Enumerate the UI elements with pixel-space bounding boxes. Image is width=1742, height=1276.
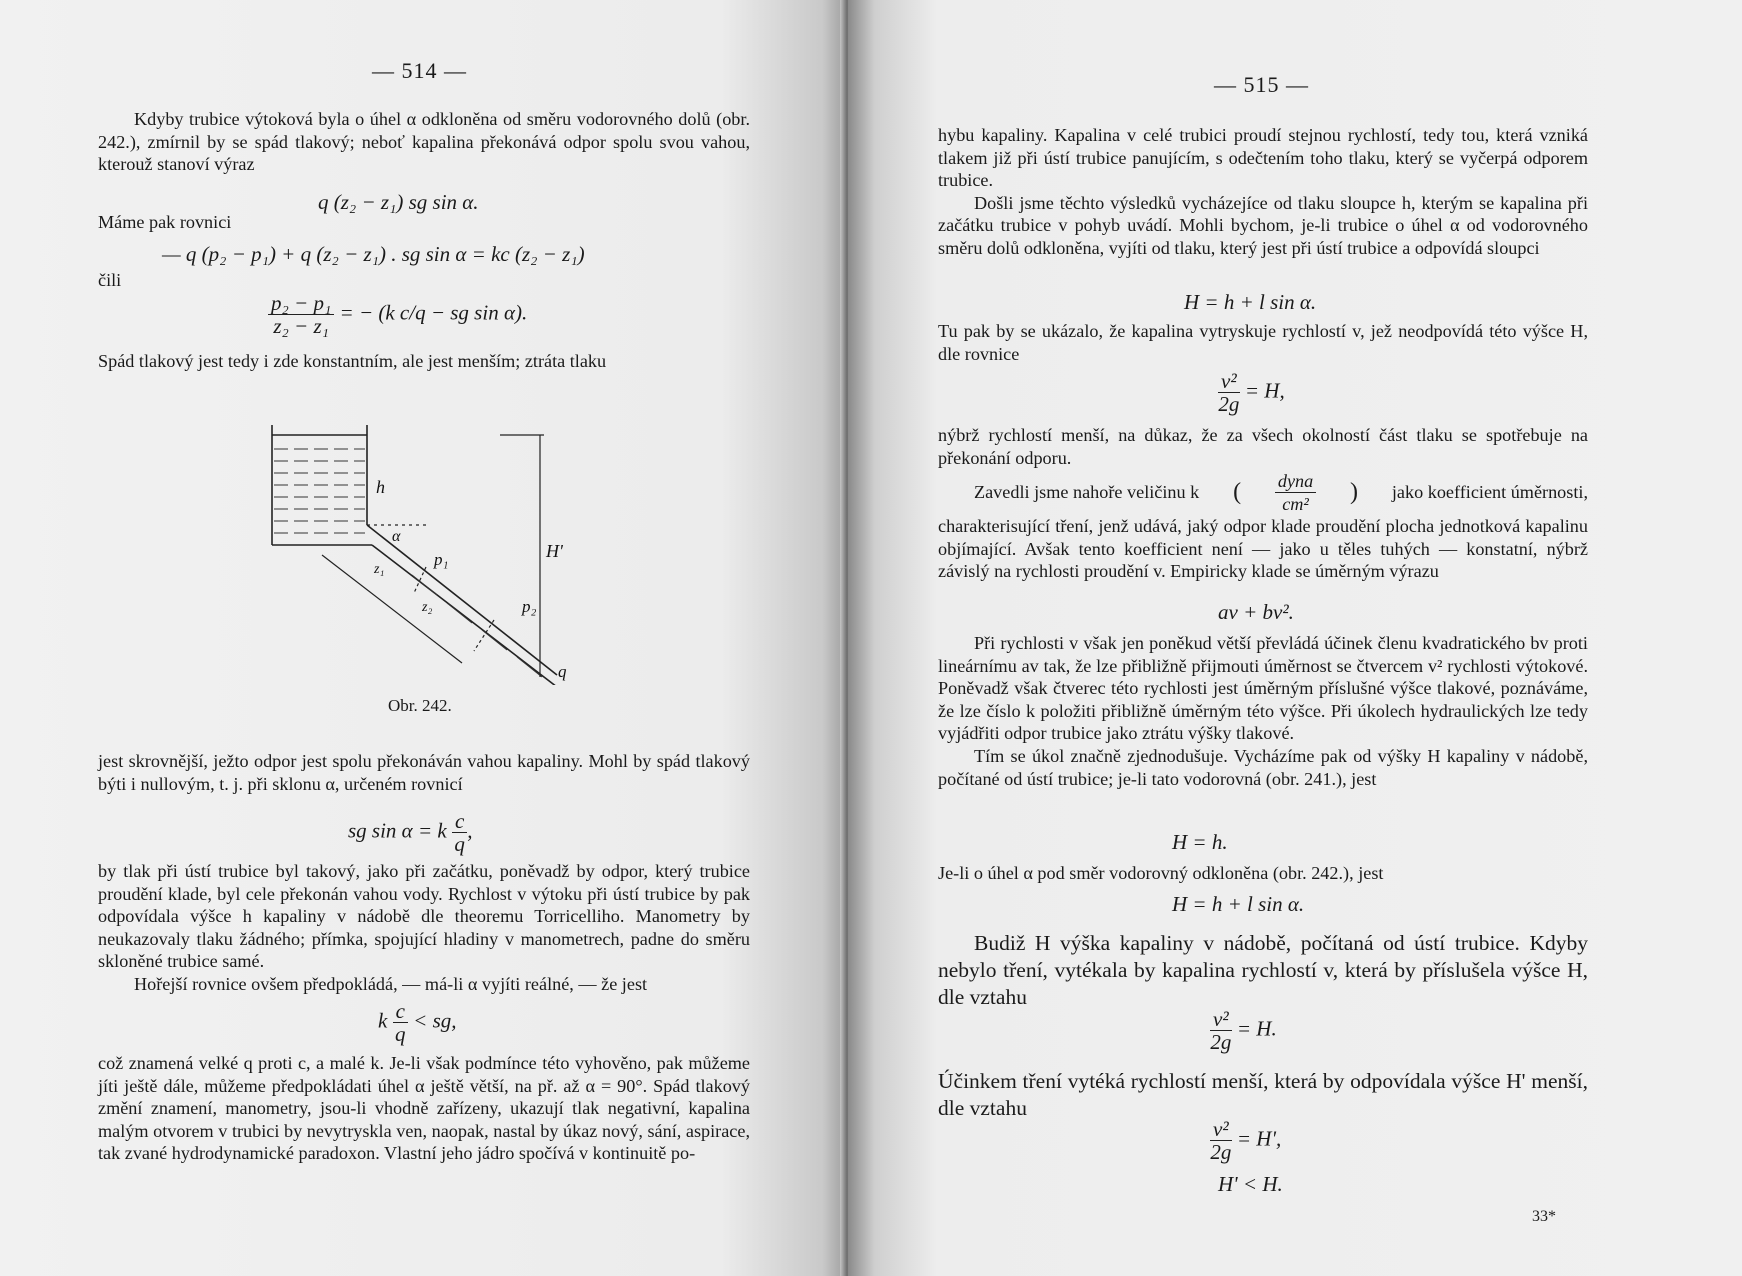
label-z2: z₂ <box>422 600 433 615</box>
fraction: $\frac{\text{p₂ − p₁}}{\text{z₂ − z₁}}$ <box>268 292 334 337</box>
equation: H = h. <box>1172 830 1228 854</box>
text-label: Máme pak rovnici <box>98 212 232 232</box>
equation: sg sin α = k $\frac{c}{q}$ , <box>348 809 473 856</box>
equation: H = h + l sin α. <box>1172 892 1305 916</box>
label-alpha: α <box>392 528 401 545</box>
equation: av + bv². <box>1218 600 1294 624</box>
paragraph: Je-li o úhel α pod směr vodorovný odkloněna (obr. 242.), jest <box>938 863 1384 883</box>
text-label: čili <box>98 270 122 290</box>
page-number: — 514 — <box>372 58 467 83</box>
fraction: $\frac{c}{q}$ <box>393 1000 408 1045</box>
paragraph: by tlak při ústí trubice byl takový, jako při začátku, poněvadž by odpor, který trubice proudění klade, byl cele překonán vahou vody. Rychlost v výtoku při ústí trubice by pak odpovídala výšce h kapaliny v nádobě dle theoremu Torricelliho. Manometry by neukazovaly tlaku žádného; přímka, spojující hladiny v manometrech, padne do směru skloněné trubice samé. Hořejší rovnice ovšem předpokládá, — má-li α vyjíti reálné, — že jest <box>98 861 750 994</box>
left-page <box>0 0 848 1276</box>
paragraph: Tu pak by se ukázalo, že kapalina vytryskuje rychlostí v, jež neodpovídá této výšce H, dle rovnice <box>938 321 1588 364</box>
label-q: q <box>558 662 567 681</box>
equation: H = h + l sin α. <box>1184 290 1317 314</box>
paragraph: Spád tlakový jest tedy i zde konstantním, ale jest menším; ztráta tlaku <box>98 351 607 371</box>
paragraph: Účinkem tření vytéká rychlostí menší, která by odpovídala výšce H' menší, dle vztahu <box>938 1069 1588 1120</box>
fraction: $\frac{\text{v²}}{2g}$ <box>1210 1007 1232 1054</box>
fraction: $\frac{\text{v²}}{2g}$ <box>1210 1117 1232 1164</box>
page-number: — 515 — <box>1214 72 1309 97</box>
equation: $\frac{\text{p₂ − p₁}}{\text{z₂ − z₁}}$ = − (k c/q − sg sin α). <box>268 292 527 337</box>
equation: k $\frac{c}{q}$ < sg, <box>378 999 457 1046</box>
label-p1: p₁ <box>434 550 449 569</box>
equation: $\frac{\text{v²}}{2g}$ = H, <box>1218 369 1285 416</box>
paragraph: Kdyby trubice výtoková byla o úhel α odkloněna od směru vodorovného dolů (obr. 242.), zmírnil by se spád tlakový; neboť kapalina překonává odpor spolu svou vahou, kterouž stanoví výraz <box>98 109 750 175</box>
paragraph: nýbrž rychlostí menší, na důkaz, že za všech okolností část tlaku se spotřebuje na překonání odporu. <box>938 425 1588 468</box>
paragraph: hybu kapaliny. Kapalina v celé trubici proudí stejnou rychlostí, tedy tou, která vzniká tlakem již při ústí trubice panujícím, s odečtením toho tlaku, který se vyčerpá odporem trubice. Došli jsme těchto výsledků vycházejíce od tlaku sloupce h, kterým se kapalina při začátku trubice v pohyb uvádí. Mohli bychom, je-li trubice o úhel α od vodorovného směru dolů odkloněna, vyjíti od tlaku, který jest při ústí trubice a odpovídá sloupci <box>938 125 1588 258</box>
equation: q (z₂ − z₁) sg sin α. <box>318 190 479 214</box>
fraction: $\frac{\text{dyna}}{\text{cm²}}$ <box>1275 470 1316 515</box>
equation: $\frac{\text{v²}}{2g}$ = H. <box>1210 1007 1277 1054</box>
equation: — q (p₂ − p₁) + q (z₂ − z₁) . sg sin α = kc (z₂ − z₁) <box>162 242 585 266</box>
label-p2: p₂ <box>522 597 537 616</box>
water-hatching <box>274 449 542 677</box>
signature-mark: 33* <box>1532 1208 1556 1225</box>
right-page <box>848 0 1742 1276</box>
paragraph: což znamená velké q proti c, a malé k. Je-li však podmínce této vyhověno, pak můžeme jíti ještě dále, můžeme předpokládati úhel α ještě větší, na př. až α = 90°. Spád tlakový změní znamení, manometry, jsou-li vhodně zařízeny, ukazují tlak negativní, kapalina malým otvorem v trubici by nevytryskla ven, naopak, nastal by úkaz nový, sání, aspirace, tak zvané hydrodynamické paradoxon. Vlastní jeho jádro spočívá v kontinuitě po- <box>98 1053 750 1164</box>
fraction: $\frac{c}{q}$ <box>452 810 467 855</box>
fraction: $\frac{\text{v²}}{2g}$ <box>1218 369 1240 416</box>
paragraph: Budiž H výška kapaliny v nádobě, počítaná od ústí trubice. Kdyby nebylo tření, vytékala by kapalina rychlostí v, která by příslušela výšce H, dle vztahu <box>938 931 1588 1009</box>
equation: H' < H. <box>1218 1172 1283 1196</box>
label-h: h <box>376 477 385 497</box>
label-z1: z₁ <box>374 562 385 577</box>
paragraph: Při rychlosti v však jen poněkud větší převládá účinek členu kvadratického bv proti lineárnímu av tak, že lze přibližně přijmouti úměrnost se čtvercem v² rychlosti výtokové. Poněvadž však čtverec této rychlosti jest úměrným příslušné výšce tlakové, poznáváme, že lze číslo k položiti přibližně úměrným této výšce. Při úkolech hydraulických lze tedy vyjádřiti odpor trubice jako ztrátu výšky tlakové. Tím se úkol značně zjednodušuje. Vycházíme pak od výšky H kapaliny v nádobě, počítané od ústí trubice; je-li tato vodorovná (obr. 241.), jest <box>938 633 1588 789</box>
label-H: H' <box>546 541 563 561</box>
paragraph: Zavedli jsme nahoře veličinu k ( $\frac{\text{dyna}}{\text{cm²}}$ ) jako koefficient úměrnosti, charakterisující tření, jenž udává, jaký odpor klade proudění plocha jednotková kapalinu objímající. Avšak tento koefficient není — jako u těles tuhých — konstatní, nýbrž závislý na rychlosti proudění v. Empiricky klade se úměrným výrazu <box>938 471 1588 582</box>
equation: $\frac{\text{v²}}{2g}$ = H', <box>1210 1117 1282 1164</box>
tube-diagram <box>262 415 582 685</box>
paragraph: jest skrovnější, ježto odpor jest spolu překonáván vahou kapaliny. Mohl by spád tlakový býti i nullovým, t. j. při sklonu α, určeném rovnicí <box>98 751 750 794</box>
figure-caption: Obr. 242. <box>388 696 452 715</box>
length-arrow <box>322 555 462 663</box>
